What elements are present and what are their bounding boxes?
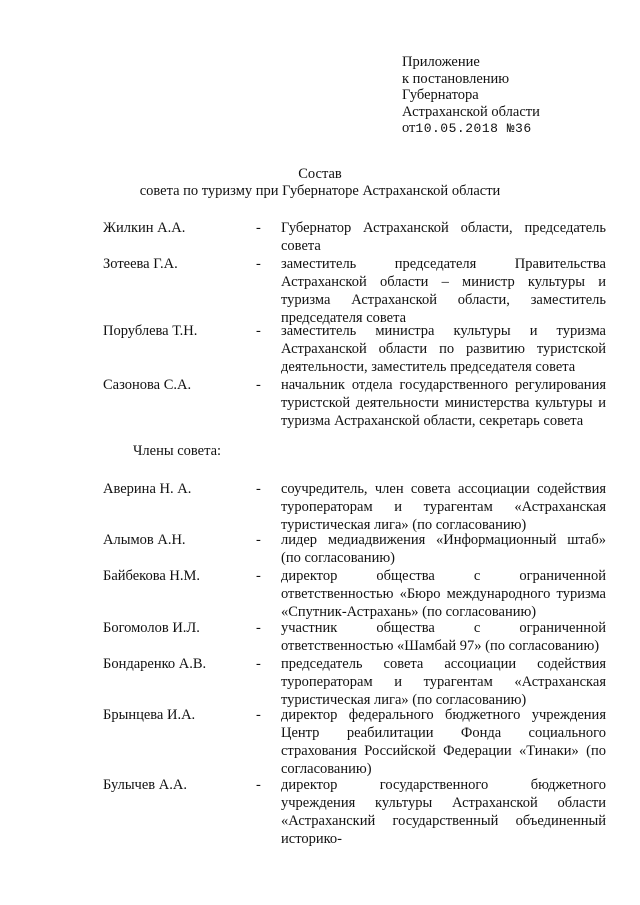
person-name: Брынцева И.А. bbox=[103, 707, 196, 723]
person-role: директор федерального бюджетного учреждения Центр реабилитации Фонда социального страхования Российской Федерации «Тинаки» (по согласованию) bbox=[281, 707, 606, 777]
person-name: Порублева Т.Н. bbox=[103, 323, 198, 339]
person-role: участник общества с ограниченной ответственностью «Шамбай 97» (по согласованию) bbox=[281, 620, 606, 654]
appendix-line-1: Приложение bbox=[402, 54, 480, 70]
person-name: Бондаренко А.В. bbox=[103, 656, 207, 672]
dash-separator: - bbox=[256, 620, 261, 636]
dash-separator: - bbox=[256, 220, 261, 236]
person-name: Жилкин А.А. bbox=[103, 220, 186, 236]
person-role: директор государственного бюджетного учреждения культуры Астраханской области «Астраханский государственный объединенный историко- bbox=[281, 777, 606, 847]
heading-title: Состав bbox=[298, 166, 342, 182]
appendix-line-3: Губернатора bbox=[402, 87, 479, 103]
document-heading bbox=[0, 166, 640, 200]
members-label: Члены совета: bbox=[133, 443, 222, 459]
person-name: Сазонова С.А. bbox=[103, 377, 192, 393]
person-name: Булычев А.А. bbox=[103, 777, 187, 793]
appendix-line-4: Астраханской области bbox=[402, 103, 540, 120]
dash-separator: - bbox=[256, 656, 261, 672]
person-name: Зотеева Г.А. bbox=[103, 256, 178, 272]
dash-separator: - bbox=[256, 481, 261, 497]
appendix-date-prefix: от bbox=[402, 120, 416, 136]
person-role: председатель совета ассоциации содействия туроператорам и турагентам «Астраханская туристическая лига» (по согласованию) bbox=[281, 656, 606, 708]
dash-separator: - bbox=[256, 377, 261, 393]
person-role: соучредитель, член совета ассоциации содействия туроператорам и турагентам «Астраханская туристическая лига» (по согласованию) bbox=[281, 481, 606, 533]
person-role: начальник отдела государственного регулирования туристской деятельности министерства культуры и туризма Астраханской области, секретарь совета bbox=[281, 377, 606, 429]
person-role: заместитель председателя Правительства Астраханской области – министр культуры и туризма Астраханской области, заместитель председателя совета bbox=[281, 256, 606, 326]
heading-subtitle: совета по туризму при Губернаторе Астраханской области bbox=[139, 183, 501, 199]
person-name: Богомолов И.Л. bbox=[103, 620, 200, 636]
dash-separator: - bbox=[256, 532, 261, 548]
person-name: Байбекова Н.М. bbox=[103, 568, 201, 584]
person-role: заместитель министра культуры и туризма Астраханской области по развитию туристской деятельности, заместитель председателя совета bbox=[281, 323, 606, 375]
appendix-date-number: 10.05.2018 №36 bbox=[415, 121, 532, 136]
dash-separator: - bbox=[256, 323, 261, 339]
dash-separator: - bbox=[256, 568, 261, 584]
person-name: Аверина Н. А. bbox=[103, 481, 192, 497]
appendix-line-2: к постановлению bbox=[402, 70, 510, 87]
appendix-block bbox=[402, 54, 540, 138]
person-role: лидер медиадвижения «Информационный штаб» (по согласованию) bbox=[281, 532, 606, 566]
dash-separator: - bbox=[256, 777, 261, 793]
dash-separator: - bbox=[256, 256, 261, 272]
appendix-date-line bbox=[402, 120, 540, 138]
person-role: директор общества с ограниченной ответственностью «Бюро международного туризма «Спутник-Астрахань» (по согласованию) bbox=[281, 568, 606, 620]
person-role: Губернатор Астраханской области, председатель совета bbox=[281, 220, 606, 254]
person-name: Алымов А.Н. bbox=[103, 532, 186, 548]
dash-separator: - bbox=[256, 707, 261, 723]
